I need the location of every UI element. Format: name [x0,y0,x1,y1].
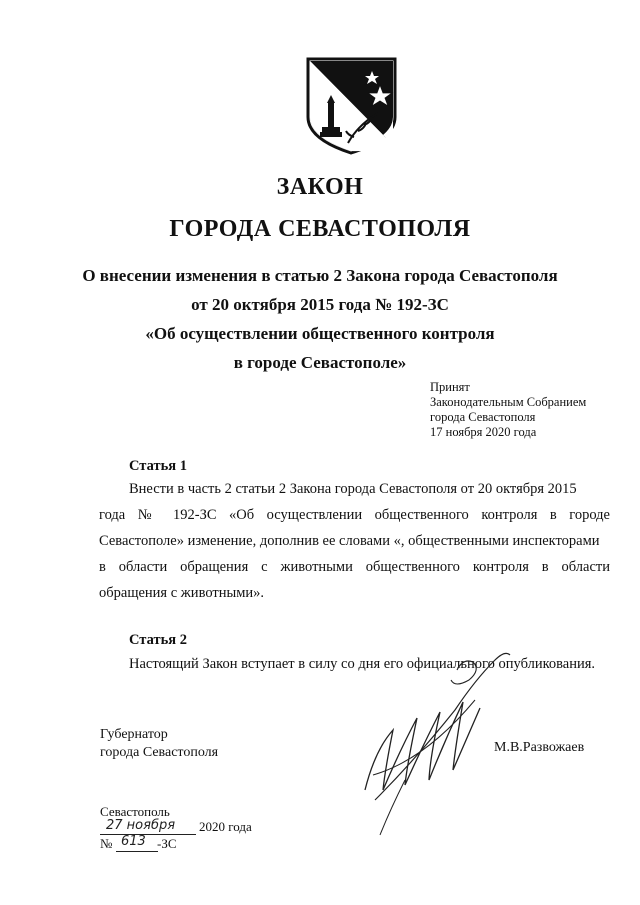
governor-city: города Севастополя [100,745,219,760]
city-place: Севастополь [100,804,170,819]
article-1-line: обращения с животными». [99,585,265,601]
adoption-date: 17 ноября 2020 года [430,425,537,439]
article-1-line: года № 192-ЗС «Об осуществлении общественного контроля в городе [99,507,610,523]
subtitle-line-4: в городе Севастополе» [233,353,407,372]
handwritten-number: 613 [121,834,146,849]
governor-title: Губернатор [100,727,168,742]
number-underline [116,851,158,852]
law-city-title: ГОРОДА СЕВАСТОПОЛЯ [169,216,471,242]
adoption-note [430,380,586,440]
adoption-line: Принят [430,380,470,394]
adoption-line: Законодательным Собранием [430,395,587,409]
adoption-line: города Севастополя [430,410,536,424]
date-underline [100,834,196,835]
subtitle-line-3: «Об осуществлении общественного контроля [145,324,495,343]
subtitle-line-2: от 20 октября 2015 года № 192-ЗС [191,295,449,314]
subtitle-line-1: О внесении изменения в статью 2 Закона города Севастополя [82,266,558,285]
article-1-line: Севастополе» изменение, дополнив ее словами «, общественными инспекторами [99,533,600,549]
coat-of-arms-emblem [300,55,403,155]
article-1-line: в области обращения с животными общественного контроля в области [99,559,610,575]
governor-name: М.В.Развожаев [494,740,585,755]
handwritten-date: 27 ноября [106,818,176,833]
article-1-line: Внести в часть 2 статьи 2 Закона города Севастополя от 20 октября 2015 [129,481,577,497]
article-1-heading: Статья 1 [129,458,187,474]
article-2-text: Настоящий Закон вступает в силу со дня его официального опубликования. [129,656,596,672]
law-title: ЗАКОН [276,174,364,200]
date-year: 2020 года [199,819,252,834]
number-prefix: № [100,836,113,851]
article-2-heading: Статья 2 [129,632,187,648]
number-suffix: -ЗС [157,836,177,851]
handwritten-signature [345,640,515,850]
